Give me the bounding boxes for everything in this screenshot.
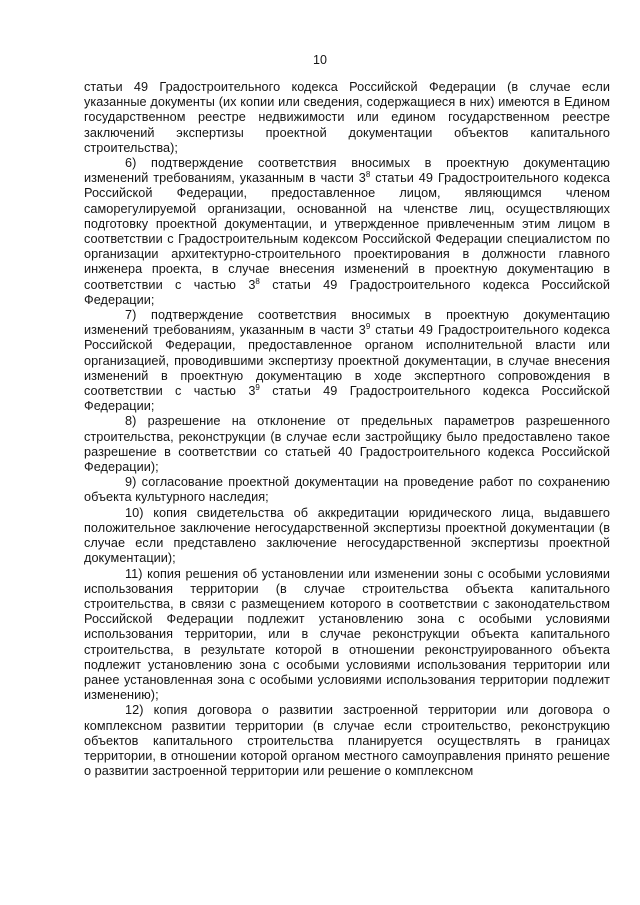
superscript: 9 <box>255 383 260 393</box>
paragraph-item-12: 12) копия договора о развитии застроенной территории или договора о комплексном развитии территории (в случае если строительство, реконструкцию объектов капитального строительства планируется осуществлять в границах территории, в отношении которой органом местного самоуправления принято решение о развитии застроенной территории или решение о комплексном <box>84 703 610 779</box>
paragraph-item-8: 8) разрешение на отклонение от предельных параметров разрешенного строительства, реконструкции (в случае если застройщику было предоставлено такое разрешение в соответствии со статьей 40 Градостроительного кодекса Российской Федерации); <box>84 414 610 475</box>
paragraph-item-6 <box>84 156 610 308</box>
paragraph-item-7 <box>84 308 610 414</box>
paragraph-text: 7) подтверждение соответствия вносимых в проектную документацию изменений требованиям, указанным в части 3 <box>84 308 610 338</box>
paragraph-item-10: 10) копия свидетельства об аккредитации юридического лица, выдавшего положительное заключение негосударственной экспертизы проектной документации (в случае если представлено заключение негосударственной экспертизы проектной документации); <box>84 505 610 566</box>
paragraph-item-9: 9) согласование проектной документации на проведение работ по сохранению объекта культурного наследия; <box>84 475 610 505</box>
paragraph-continuation: статьи 49 Градостроительного кодекса Российской Федерации (в случае если указанные документы (их копии или сведения, содержащиеся в них) имеются в Едином государственном реестре недвижимости или едином государственном реестре заключений экспертизы проектной документации объектов капитального строительства); <box>84 80 610 155</box>
page-number: 10 <box>313 53 327 67</box>
superscript: 8 <box>255 276 260 286</box>
superscript: 9 <box>365 322 371 332</box>
paragraph-text: статьи 49 Градостроительного кодекса Российской Федерации, предоставленное органом исполнительной власти или организацией, проводившими экспертизу проектной документации, в случае внесения изменений в проектную документацию в ходе экспертного сопровождения в соответствии с частью 3 <box>84 323 610 399</box>
paragraph-item-11: 11) копия решения об установлении или изменении зоны с особыми условиями использования территории (в случае строительства объекта капитального строительства, в связи с размещением которого в соответствии с законодательством Российской Федерации подлежит установлению зона с особыми условиями использования территории, или в случае реконструкции объекта капитального строительства, в результате которой в отношении реконструированного объекта подлежит установлению зона с особыми условиями использования территории или ранее установленная зона с особыми условиями использования территории подлежит изменению); <box>84 566 610 703</box>
superscript: 8 <box>365 170 371 180</box>
paragraph-text: статьи 49 Градостроительного кодекса Российской Федерации; <box>84 384 610 414</box>
paragraph-text: статьи 49 Градостроительного кодекса Российской Федерации, предоставленное лицом, являющимся членом саморегулируемой организации, основанной на членстве лиц, осуществляющих подготовку проектной документации, и утвержденное привлеченным этим лицом в соответствии с Градостроительным кодексом Российской Федерации специалистом по организации архитектурно-строительного проектирования в должности главного инженера проекта, в случае внесения изменений в проектную документацию в соответствии с частью 3 <box>84 171 610 292</box>
document-body <box>84 80 610 779</box>
paragraph-text: 6) подтверждение соответствия вносимых в проектную документацию изменений требованиям, указанным в части 3 <box>84 156 610 186</box>
paragraph-text: статьи 49 Градостроительного кодекса Российской Федерации; <box>84 277 610 307</box>
